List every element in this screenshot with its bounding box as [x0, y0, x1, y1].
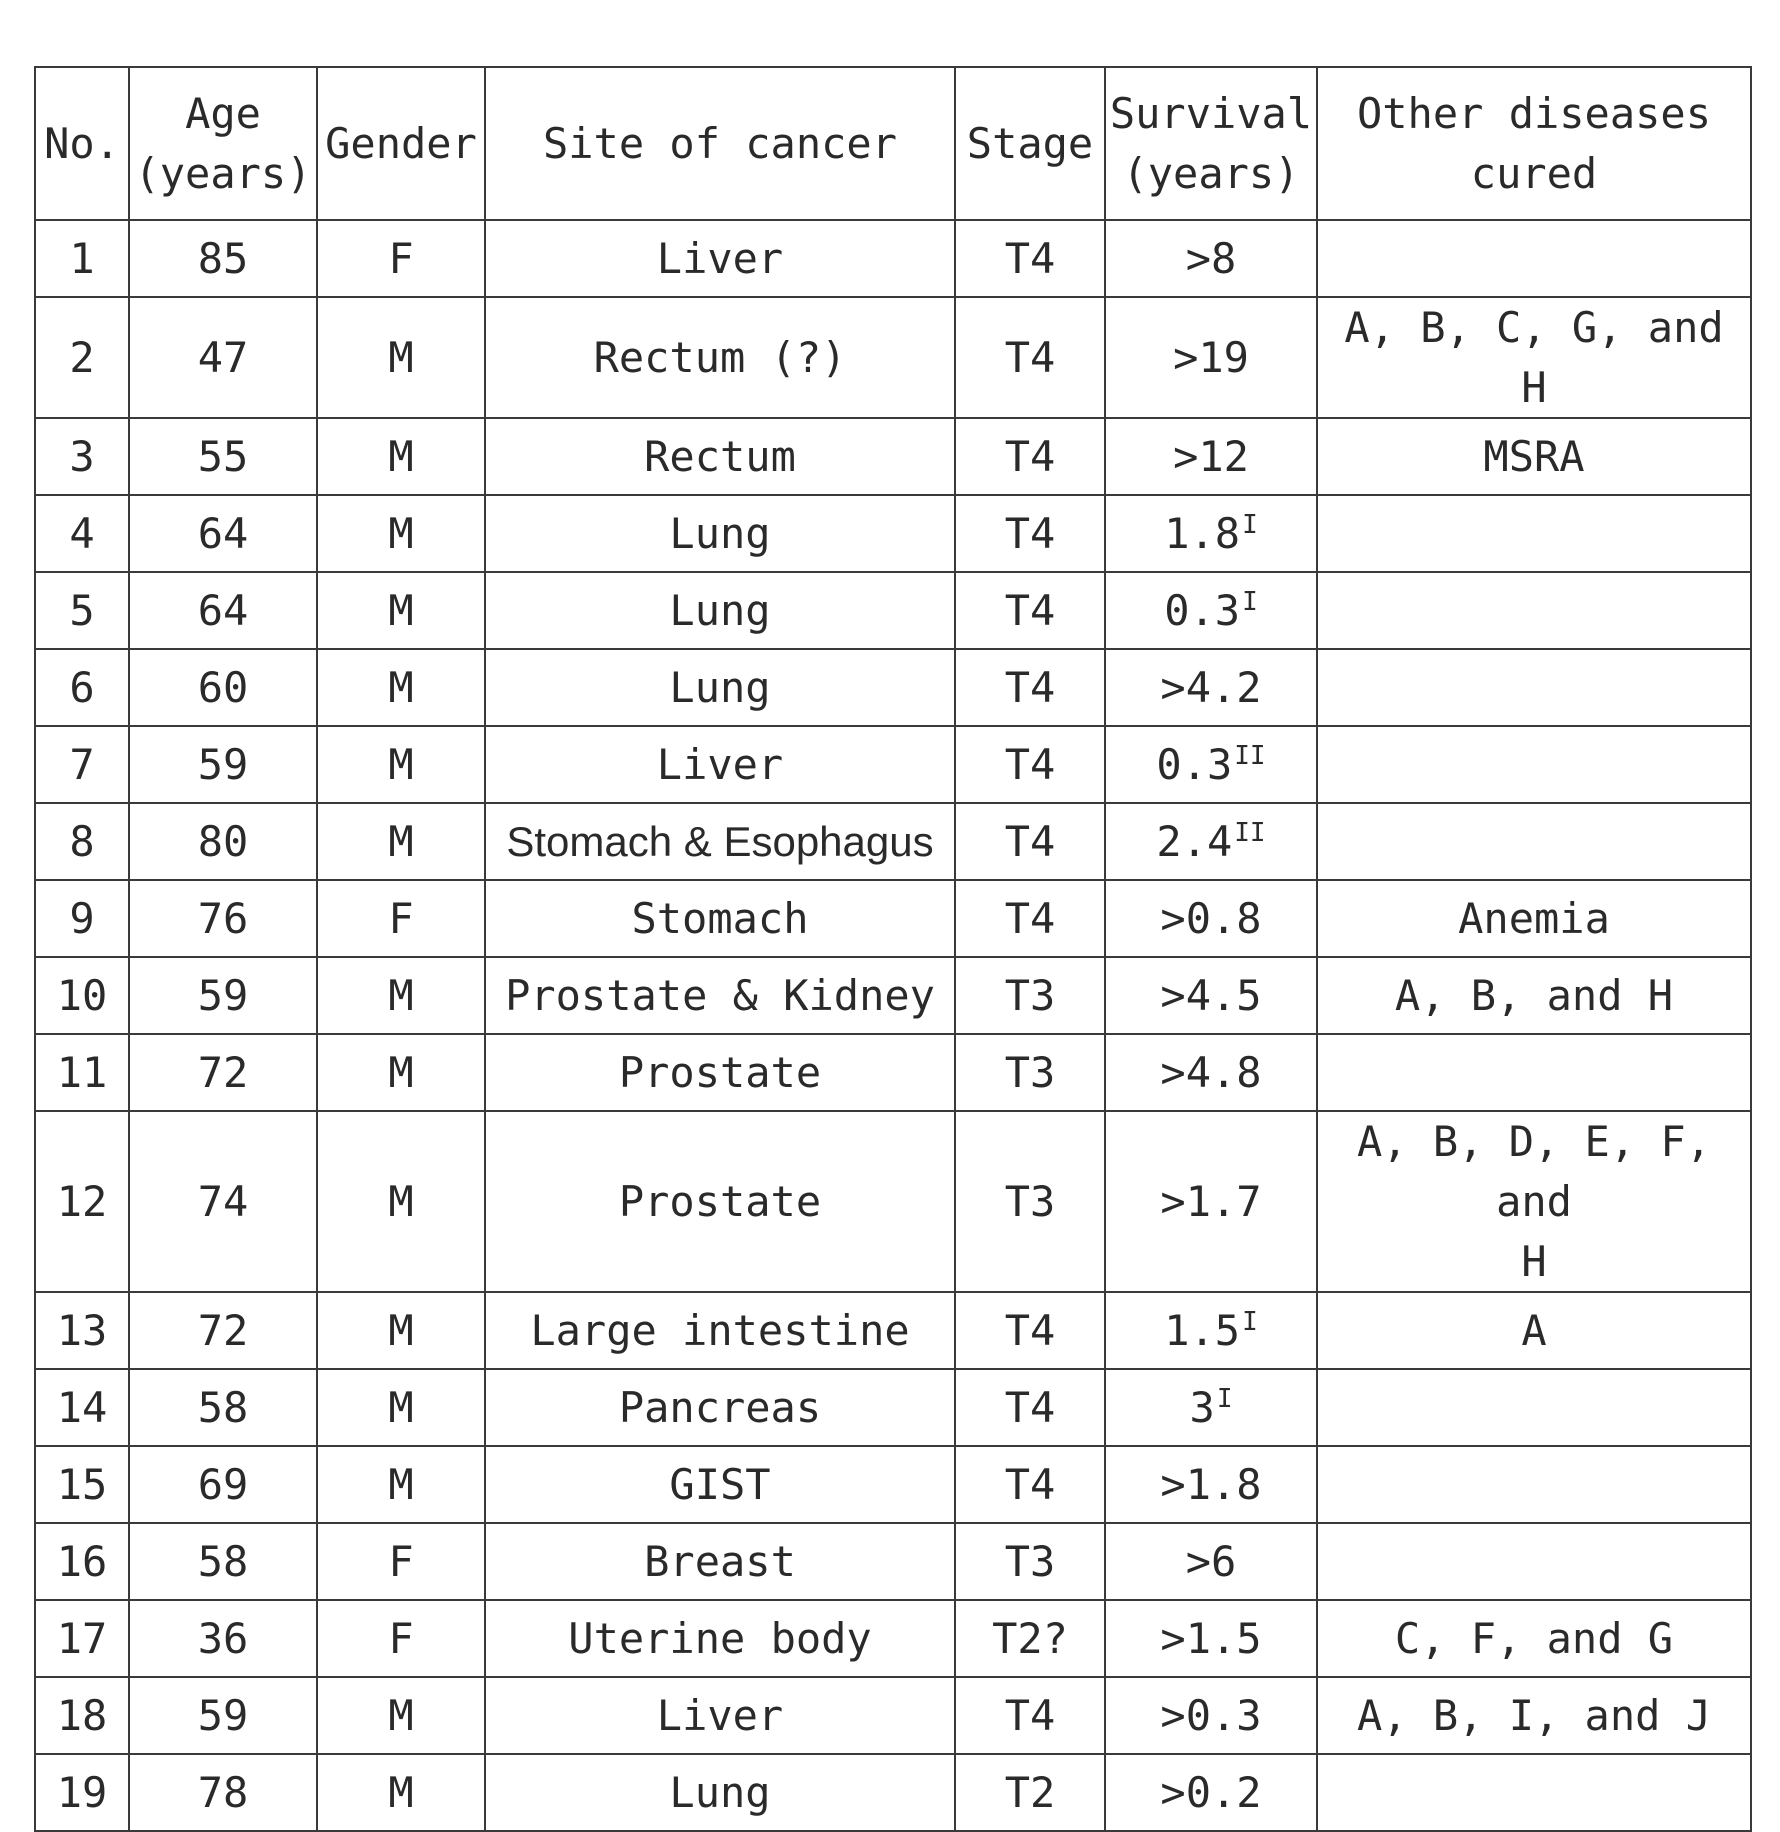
cell-gender: F [317, 220, 485, 297]
survival-value: >1.8 [1160, 1459, 1262, 1509]
cell-site: GIST [485, 1446, 955, 1523]
cell-site: Rectum [485, 418, 955, 495]
survival-value: >0.3 [1160, 1690, 1262, 1740]
survival-value: 1.5 [1164, 1305, 1241, 1355]
cell-age: 60 [129, 649, 317, 726]
table-row [35, 1034, 1751, 1111]
cell-other [1317, 803, 1751, 880]
cell-site: Liver [485, 220, 955, 297]
cell-age: 72 [129, 1034, 317, 1111]
cell-no: 4 [35, 495, 129, 572]
cell-site: Rectum (?) [485, 297, 955, 418]
cell-survival [1105, 1600, 1317, 1677]
table-row [35, 957, 1751, 1034]
cell-site: Prostate [485, 1034, 955, 1111]
cell-no: 1 [35, 220, 129, 297]
cell-stage: T4 [955, 572, 1105, 649]
cell-survival [1105, 803, 1317, 880]
header-no: No. [35, 67, 129, 220]
cell-other [1317, 495, 1751, 572]
cell-site: Breast [485, 1523, 955, 1600]
cell-no: 16 [35, 1523, 129, 1600]
cell-stage: T4 [955, 880, 1105, 957]
cell-age: 58 [129, 1523, 317, 1600]
cell-gender: F [317, 1523, 485, 1600]
cell-other [1317, 1754, 1751, 1831]
table-row [35, 1754, 1751, 1831]
table-row [35, 803, 1751, 880]
table-row [35, 220, 1751, 297]
cell-other: A, B, and H [1317, 957, 1751, 1034]
survival-value: 3 [1189, 1382, 1215, 1432]
cell-survival [1105, 1754, 1317, 1831]
cell-no: 15 [35, 1446, 129, 1523]
cell-site: Prostate [485, 1111, 955, 1292]
cell-survival [1105, 880, 1317, 957]
cell-other: A, B, D, E, F, and H [1317, 1111, 1751, 1292]
cell-survival [1105, 1369, 1317, 1446]
cell-site: Uterine body [485, 1600, 955, 1677]
survival-footnote-mark: I [1242, 1306, 1258, 1337]
cell-age: 76 [129, 880, 317, 957]
cell-no: 13 [35, 1292, 129, 1369]
cell-no: 2 [35, 297, 129, 418]
cell-other: MSRA [1317, 418, 1751, 495]
table-header [35, 67, 1751, 220]
cell-survival [1105, 1111, 1317, 1292]
cell-stage: T3 [955, 1111, 1105, 1292]
survival-footnote-mark: I [1216, 1383, 1233, 1414]
survival-value: 2.4 [1156, 816, 1233, 866]
cell-survival [1105, 495, 1317, 572]
header-row [35, 67, 1751, 220]
header-other-diseases: Other diseases cured [1317, 67, 1751, 220]
cell-survival [1105, 220, 1317, 297]
cell-gender: M [317, 495, 485, 572]
cell-gender: M [317, 297, 485, 418]
cell-age: 64 [129, 495, 317, 572]
cell-age: 64 [129, 572, 317, 649]
cell-other [1317, 649, 1751, 726]
cell-site: Prostate & Kidney [485, 957, 955, 1034]
survival-value: >1.7 [1160, 1176, 1262, 1226]
cell-gender: M [317, 418, 485, 495]
survival-value: >8 [1185, 233, 1237, 283]
survival-value: 0.3 [1164, 585, 1241, 635]
cell-site: Liver [485, 726, 955, 803]
survival-value: >19 [1173, 332, 1249, 382]
cell-gender: M [317, 803, 485, 880]
cell-site: Pancreas [485, 1369, 955, 1446]
cell-site: Lung [485, 1754, 955, 1831]
survival-value: 0.3 [1156, 739, 1233, 789]
cell-age: 74 [129, 1111, 317, 1292]
survival-footnote-mark: II [1234, 817, 1266, 848]
cell-survival [1105, 957, 1317, 1034]
survival-value: >1.5 [1160, 1613, 1262, 1663]
cell-stage: T3 [955, 1034, 1105, 1111]
header-site: Site of cancer [485, 67, 955, 220]
cell-age: 58 [129, 1369, 317, 1446]
cell-age: 85 [129, 220, 317, 297]
cell-site: Large intestine [485, 1292, 955, 1369]
survival-value: >0.2 [1160, 1767, 1262, 1817]
cell-other [1317, 220, 1751, 297]
cell-site: Lung [485, 649, 955, 726]
cell-gender: F [317, 880, 485, 957]
cell-stage: T3 [955, 957, 1105, 1034]
cell-survival [1105, 1677, 1317, 1754]
cell-age: 47 [129, 297, 317, 418]
cell-no: 10 [35, 957, 129, 1034]
cell-stage: T4 [955, 1292, 1105, 1369]
cell-other [1317, 1369, 1751, 1446]
cell-gender: M [317, 1677, 485, 1754]
cell-survival [1105, 1292, 1317, 1369]
survival-value: >0.8 [1160, 893, 1262, 943]
table-row [35, 1523, 1751, 1600]
cell-gender: M [317, 1369, 485, 1446]
cell-age: 59 [129, 726, 317, 803]
survival-value: >4.2 [1160, 662, 1262, 712]
cell-stage: T4 [955, 1677, 1105, 1754]
cell-survival [1105, 572, 1317, 649]
cell-no: 5 [35, 572, 129, 649]
cell-no: 3 [35, 418, 129, 495]
cell-survival [1105, 1446, 1317, 1523]
table-row [35, 297, 1751, 418]
cell-other: A, B, I, and J [1317, 1677, 1751, 1754]
cell-gender: M [317, 1292, 485, 1369]
cell-survival [1105, 297, 1317, 418]
table-row [35, 495, 1751, 572]
table-row [35, 1111, 1751, 1292]
cell-age: 72 [129, 1292, 317, 1369]
survival-value: >6 [1185, 1536, 1237, 1586]
cell-gender: M [317, 1446, 485, 1523]
survival-footnote-mark: I [1242, 509, 1258, 540]
table-body [35, 220, 1751, 1831]
cell-other [1317, 1523, 1751, 1600]
cell-site: Lung [485, 495, 955, 572]
cell-gender: M [317, 649, 485, 726]
survival-value: >4.5 [1160, 970, 1262, 1020]
cell-other [1317, 1034, 1751, 1111]
cell-stage: T4 [955, 220, 1105, 297]
cell-age: 78 [129, 1754, 317, 1831]
table-row [35, 1446, 1751, 1523]
table-row [35, 1600, 1751, 1677]
cell-stage: T4 [955, 1369, 1105, 1446]
cell-site: Stomach [485, 880, 955, 957]
table-row [35, 649, 1751, 726]
cell-stage: T4 [955, 297, 1105, 418]
cell-age: 80 [129, 803, 317, 880]
cancer-cases-table [34, 66, 1752, 1832]
cell-site: Lung [485, 572, 955, 649]
cell-age: 55 [129, 418, 317, 495]
cell-other: A [1317, 1292, 1751, 1369]
header-survival: Survival (years) [1105, 67, 1317, 220]
table-row [35, 572, 1751, 649]
cell-no: 6 [35, 649, 129, 726]
cell-gender: M [317, 957, 485, 1034]
table-row [35, 726, 1751, 803]
cell-age: 59 [129, 957, 317, 1034]
cell-no: 12 [35, 1111, 129, 1292]
survival-value: 1.8 [1164, 508, 1241, 558]
cell-stage: T4 [955, 803, 1105, 880]
cell-survival [1105, 726, 1317, 803]
survival-value: >12 [1173, 431, 1249, 481]
cell-gender: M [317, 1034, 485, 1111]
survival-value: >4.8 [1160, 1047, 1262, 1097]
cell-gender: F [317, 1600, 485, 1677]
header-age: Age (years) [129, 67, 317, 220]
cell-survival [1105, 1523, 1317, 1600]
survival-footnote-mark: II [1234, 740, 1266, 771]
cell-survival [1105, 649, 1317, 726]
header-stage: Stage [955, 67, 1105, 220]
cell-other: A, B, C, G, and H [1317, 297, 1751, 418]
cell-stage: T4 [955, 418, 1105, 495]
table-row [35, 1369, 1751, 1446]
table-row [35, 418, 1751, 495]
cell-no: 18 [35, 1677, 129, 1754]
cell-other: C, F, and G [1317, 1600, 1751, 1677]
cell-no: 17 [35, 1600, 129, 1677]
cell-stage: T4 [955, 1446, 1105, 1523]
table-row [35, 1677, 1751, 1754]
table-row [35, 880, 1751, 957]
cell-stage: T4 [955, 726, 1105, 803]
cell-other [1317, 572, 1751, 649]
cell-stage: T4 [955, 495, 1105, 572]
cell-stage: T3 [955, 1523, 1105, 1600]
cell-stage: T4 [955, 649, 1105, 726]
survival-footnote-mark: I [1242, 586, 1258, 617]
cell-no: 19 [35, 1754, 129, 1831]
cell-age: 36 [129, 1600, 317, 1677]
cell-gender: M [317, 1754, 485, 1831]
header-gender: Gender [317, 67, 485, 220]
cell-survival [1105, 1034, 1317, 1111]
cell-other [1317, 726, 1751, 803]
cell-no: 11 [35, 1034, 129, 1111]
cell-site: Liver [485, 1677, 955, 1754]
cell-survival [1105, 418, 1317, 495]
cell-gender: M [317, 1111, 485, 1292]
cell-stage: T2 [955, 1754, 1105, 1831]
cell-gender: M [317, 726, 485, 803]
cell-no: 14 [35, 1369, 129, 1446]
cell-site: Stomach & Esophagus [485, 803, 955, 880]
cell-no: 8 [35, 803, 129, 880]
cell-gender: M [317, 572, 485, 649]
cell-no: 7 [35, 726, 129, 803]
cell-stage: T2? [955, 1600, 1105, 1677]
table-row [35, 1292, 1751, 1369]
cell-age: 69 [129, 1446, 317, 1523]
cell-other [1317, 1446, 1751, 1523]
cell-other: Anemia [1317, 880, 1751, 957]
cell-age: 59 [129, 1677, 317, 1754]
cell-no: 9 [35, 880, 129, 957]
